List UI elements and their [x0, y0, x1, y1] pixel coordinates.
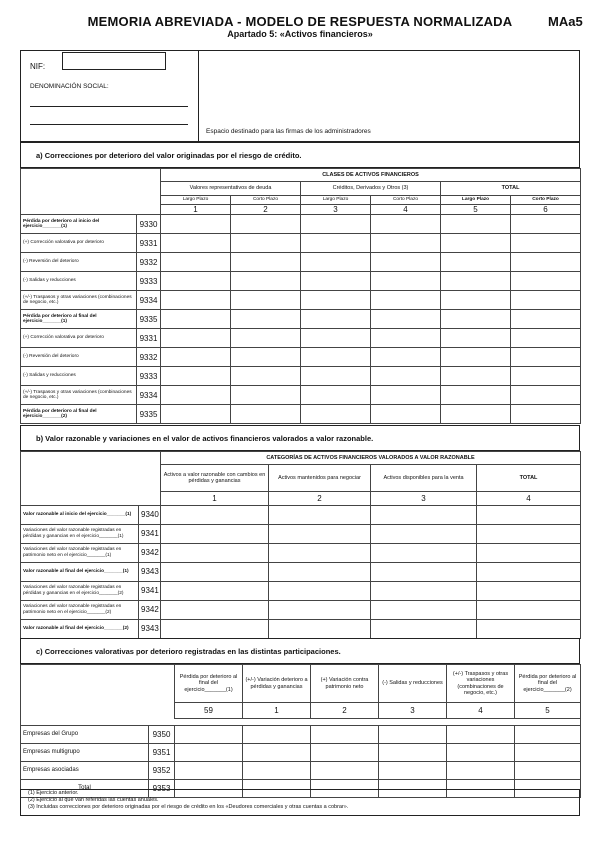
- section-a-subcol-1: Largo Plazo: [161, 196, 231, 205]
- row-code: 9331: [137, 329, 161, 348]
- data-cell[interactable]: [301, 386, 371, 405]
- form-title: MEMORIA ABREVIADA - MODELO DE RESPUESTA NORMALIZADA: [87, 14, 513, 29]
- data-cell[interactable]: [515, 762, 581, 780]
- data-cell[interactable]: [441, 215, 511, 234]
- row-label: Pérdida por deterioro al inicio del ejercicio_______(1): [21, 215, 137, 234]
- section-a-colgroup-1: Valores representativos de deuda: [161, 182, 301, 196]
- row-label: Total: [21, 780, 149, 798]
- section-a-subcol-6: Corto Plazo: [511, 196, 581, 205]
- section-c-col-3: (+) Variación contra patrimonio neto: [311, 665, 379, 703]
- table-row: [21, 291, 581, 310]
- data-cell[interactable]: [477, 582, 581, 601]
- row-code: 9332: [137, 348, 161, 367]
- row-code: 9332: [137, 253, 161, 272]
- data-cell[interactable]: [301, 272, 371, 291]
- data-cell[interactable]: [379, 762, 447, 780]
- data-cell[interactable]: [441, 329, 511, 348]
- table-row: [21, 582, 581, 601]
- data-cell[interactable]: [269, 544, 371, 563]
- row-code: 9333: [137, 367, 161, 386]
- section-c-col-1: Pérdida por deterioro al final del ejercicio_______(1): [175, 665, 243, 703]
- section-b-group-header: CATEGORÍAS DE ACTIVOS FINANCIEROS VALORADOS A VALOR RAZONABLE: [161, 452, 581, 465]
- data-cell[interactable]: [371, 348, 441, 367]
- denominacion-line-1[interactable]: [30, 106, 188, 107]
- table-row: [21, 367, 581, 386]
- row-label: (+/-) Traspasos y otras variaciones (combinaciones de negocio, etc.): [21, 386, 137, 405]
- nif-field[interactable]: [62, 52, 166, 70]
- section-a-subcol-2: Corto Plazo: [231, 196, 301, 205]
- data-cell[interactable]: [371, 215, 441, 234]
- row-label: (-) Reversión del deterioro: [21, 348, 137, 367]
- data-cell[interactable]: [441, 272, 511, 291]
- data-cell[interactable]: [301, 367, 371, 386]
- section-a-colnum-6: 6: [511, 205, 581, 215]
- table-row: [21, 272, 581, 291]
- section-a-subcol-4: Corto Plazo: [371, 196, 441, 205]
- section-a-colnum-5: 5: [441, 205, 511, 215]
- section-a-subcol-3: Largo Plazo: [301, 196, 371, 205]
- data-cell[interactable]: [301, 348, 371, 367]
- row-label: (-) Salidas y reducciones: [21, 367, 137, 386]
- row-label: Empresas multigrupo: [21, 744, 149, 762]
- row-code: 9330: [137, 215, 161, 234]
- data-cell[interactable]: [243, 744, 311, 762]
- data-cell[interactable]: [371, 291, 441, 310]
- data-cell[interactable]: [301, 329, 371, 348]
- data-cell[interactable]: [175, 762, 243, 780]
- data-cell[interactable]: [161, 367, 231, 386]
- row-label: Variaciones del valor razonable registradas en pérdidas y ganancias en el ejercicio_______(1): [21, 525, 139, 544]
- data-cell[interactable]: [379, 744, 447, 762]
- data-cell[interactable]: [311, 762, 379, 780]
- data-cell[interactable]: [371, 253, 441, 272]
- data-cell[interactable]: [441, 310, 511, 329]
- data-cell[interactable]: [161, 563, 269, 582]
- data-cell[interactable]: [161, 310, 231, 329]
- data-cell[interactable]: [161, 234, 231, 253]
- data-cell[interactable]: [511, 329, 581, 348]
- table-row: [21, 386, 581, 405]
- section-a-colgroup-2: Créditos, Derivados y Otros (3): [301, 182, 441, 196]
- data-cell[interactable]: [231, 405, 301, 424]
- section-c-colnum-4: 3: [379, 703, 447, 719]
- identification-divider: [198, 50, 199, 142]
- data-cell[interactable]: [511, 386, 581, 405]
- data-cell[interactable]: [371, 506, 477, 525]
- data-cell[interactable]: [231, 329, 301, 348]
- data-cell[interactable]: [441, 234, 511, 253]
- row-code: 9335: [137, 310, 161, 329]
- data-cell[interactable]: [161, 386, 231, 405]
- section-a-title: a) Correcciones por deterioro del valor originadas por el riesgo de crédito.: [36, 151, 302, 160]
- row-code: 9342: [139, 544, 161, 563]
- data-cell[interactable]: [301, 405, 371, 424]
- row-label: Pérdida por deterioro al final del ejercicio_______(2): [21, 405, 137, 424]
- data-cell[interactable]: [231, 215, 301, 234]
- data-cell[interactable]: [511, 272, 581, 291]
- row-code: 9335: [137, 405, 161, 424]
- data-cell[interactable]: [371, 563, 477, 582]
- row-code: 9343: [139, 563, 161, 582]
- section-a-colnum-4: 4: [371, 205, 441, 215]
- row-code: 9342: [139, 601, 161, 620]
- row-label: Empresas asociadas: [21, 762, 149, 780]
- data-cell[interactable]: [269, 506, 371, 525]
- data-cell[interactable]: [371, 310, 441, 329]
- data-cell[interactable]: [301, 310, 371, 329]
- section-b-colnum-2: 2: [269, 492, 371, 506]
- section-c-col-5: (+/-) Traspasos y otras variaciones (combinaciones de negocio, etc.): [447, 665, 515, 703]
- data-cell[interactable]: [477, 563, 581, 582]
- row-label: Valor razonable al final del ejercicio_______(1): [21, 563, 139, 582]
- table-row: [21, 544, 581, 563]
- data-cell[interactable]: [511, 310, 581, 329]
- data-cell[interactable]: [243, 726, 311, 744]
- data-cell[interactable]: [371, 582, 477, 601]
- section-c-col-6: Pérdida por deterioro al final del ejercicio_______(2): [515, 665, 581, 703]
- section-b-colnum-3: 3: [371, 492, 477, 506]
- data-cell[interactable]: [231, 291, 301, 310]
- data-cell[interactable]: [371, 525, 477, 544]
- data-cell[interactable]: [371, 544, 477, 563]
- data-cell[interactable]: [161, 348, 231, 367]
- table-row: [21, 620, 581, 639]
- data-cell[interactable]: [371, 272, 441, 291]
- data-cell[interactable]: [441, 386, 511, 405]
- table-row: [21, 744, 581, 762]
- firmas-label: Espacio destinado para las firmas de los administradores: [206, 128, 371, 135]
- table-row: [21, 348, 581, 367]
- section-b-col-2: Activos mantenidos para negociar: [269, 465, 371, 492]
- section-b-title: b) Valor razonable y variaciones en el valor de activos financieros valorados a valor razonable.: [36, 434, 374, 443]
- data-cell[interactable]: [231, 367, 301, 386]
- row-code: 9333: [137, 272, 161, 291]
- data-cell[interactable]: [231, 253, 301, 272]
- data-cell[interactable]: [441, 291, 511, 310]
- data-cell[interactable]: [269, 620, 371, 639]
- table-row: [21, 525, 581, 544]
- data-cell[interactable]: [161, 405, 231, 424]
- form-subtitle: Apartado 5: «Activos financieros»: [227, 29, 373, 39]
- data-cell[interactable]: [161, 253, 231, 272]
- data-cell[interactable]: [311, 726, 379, 744]
- section-a-colgroup-3: TOTAL: [441, 182, 581, 196]
- data-cell[interactable]: [477, 544, 581, 563]
- row-label: Valor razonable al inicio del ejercicio_______(1): [21, 506, 139, 525]
- row-label: Pérdida por deterioro al final del ejercicio_______(1): [21, 310, 137, 329]
- nif-label: NIF:: [30, 62, 46, 71]
- table-row: [21, 762, 581, 780]
- row-code: 9352: [149, 762, 175, 780]
- data-cell[interactable]: [231, 234, 301, 253]
- data-cell[interactable]: [161, 601, 269, 620]
- data-cell[interactable]: [301, 215, 371, 234]
- data-cell[interactable]: [477, 620, 581, 639]
- data-cell[interactable]: [477, 525, 581, 544]
- data-cell[interactable]: [477, 506, 581, 525]
- section-c-colnum-1: 59: [175, 703, 243, 719]
- footnote-3: (3) Incluidas correcciones por deterioro originadas por el riesgo de crédito en los «Deudores comerciales y otras cuentas a cobrar».: [28, 803, 349, 810]
- section-c-table: [20, 664, 581, 798]
- denominacion-label: DENOMINACIÓN SOCIAL:: [30, 83, 109, 90]
- data-cell[interactable]: [441, 367, 511, 386]
- data-cell[interactable]: [311, 744, 379, 762]
- section-a-colnum-1: 1: [161, 205, 231, 215]
- data-cell[interactable]: [301, 253, 371, 272]
- data-cell[interactable]: [447, 726, 515, 744]
- data-cell[interactable]: [511, 253, 581, 272]
- data-cell[interactable]: [511, 348, 581, 367]
- data-cell[interactable]: [231, 386, 301, 405]
- section-b-col-1: Activos a valor razonable con cambios en pérdidas y ganancias: [161, 465, 269, 492]
- data-cell[interactable]: [515, 744, 581, 762]
- data-cell[interactable]: [175, 744, 243, 762]
- data-cell[interactable]: [447, 762, 515, 780]
- data-cell[interactable]: [371, 405, 441, 424]
- data-cell[interactable]: [161, 329, 231, 348]
- data-cell[interactable]: [511, 405, 581, 424]
- data-cell[interactable]: [441, 253, 511, 272]
- data-cell[interactable]: [243, 762, 311, 780]
- section-b-table: [20, 451, 581, 639]
- data-cell[interactable]: [161, 620, 269, 639]
- section-c-col-4: (-) Salidas y reducciones: [379, 665, 447, 703]
- row-label: (+) Corrección valorativa por deterioro: [21, 329, 137, 348]
- section-c-colnum-2: 1: [243, 703, 311, 719]
- data-cell[interactable]: [231, 348, 301, 367]
- row-code: 9350: [149, 726, 175, 744]
- data-cell[interactable]: [371, 601, 477, 620]
- footnotes: [28, 790, 578, 811]
- row-label: (+/-) Traspasos y otras variaciones (combinaciones de negocio, etc.): [21, 291, 137, 310]
- data-cell[interactable]: [511, 234, 581, 253]
- data-cell[interactable]: [269, 582, 371, 601]
- row-label: Variaciones del valor razonable registradas en patrimonio neto en el ejercicio_______(2): [21, 601, 139, 620]
- section-c-colnum-3: 2: [311, 703, 379, 719]
- data-cell[interactable]: [269, 525, 371, 544]
- data-cell[interactable]: [511, 215, 581, 234]
- table-row: [21, 310, 581, 329]
- row-code: 9351: [149, 744, 175, 762]
- data-cell[interactable]: [477, 601, 581, 620]
- table-row: [21, 253, 581, 272]
- data-cell[interactable]: [371, 386, 441, 405]
- row-code: 9340: [139, 506, 161, 525]
- data-cell[interactable]: [511, 367, 581, 386]
- row-code: 9341: [139, 525, 161, 544]
- table-row: [21, 506, 581, 525]
- row-code: 9331: [137, 234, 161, 253]
- data-cell[interactable]: [447, 744, 515, 762]
- row-code: 9343: [139, 620, 161, 639]
- data-cell[interactable]: [161, 215, 231, 234]
- row-label: (-) Reversión del deterioro: [21, 253, 137, 272]
- data-cell[interactable]: [161, 544, 269, 563]
- table-row: [21, 329, 581, 348]
- data-cell[interactable]: [301, 234, 371, 253]
- data-cell[interactable]: [515, 726, 581, 744]
- section-c-title: c) Correcciones valorativas por deterioro registradas en las distintas participaciones.: [36, 647, 341, 656]
- section-a-subcol-5: Largo Plazo: [441, 196, 511, 205]
- data-cell[interactable]: [269, 601, 371, 620]
- data-cell[interactable]: [161, 506, 269, 525]
- row-label: (+) Corrección valorativa por deterioro: [21, 234, 137, 253]
- data-cell[interactable]: [269, 563, 371, 582]
- section-a-group-header: CLASES DE ACTIVOS FINANCIEROS: [161, 169, 581, 182]
- footnote-1: (1) Ejercicio anterior.: [28, 790, 79, 796]
- row-label: Valor razonable al final del ejercicio_______(2): [21, 620, 139, 639]
- table-row: [21, 563, 581, 582]
- row-label: Variaciones del valor razonable registradas en pérdidas y ganancias en el ejercicio_______(2): [21, 582, 139, 601]
- table-row: [21, 601, 581, 620]
- data-cell[interactable]: [371, 367, 441, 386]
- table-row: [21, 215, 581, 234]
- row-code: 9341: [139, 582, 161, 601]
- footnote-2: (2) Ejercicio al que van referidas las cuentas anuales.: [28, 796, 159, 803]
- table-row: [21, 726, 581, 744]
- row-code: 9353: [149, 780, 175, 798]
- data-cell[interactable]: [161, 272, 231, 291]
- section-c-colnum-5: 4: [447, 703, 515, 719]
- row-label: Variaciones del valor razonable registradas en patrimonio neto en el ejercicio_______(1): [21, 544, 139, 563]
- row-code: 9334: [137, 291, 161, 310]
- data-cell[interactable]: [161, 525, 269, 544]
- data-cell[interactable]: [231, 310, 301, 329]
- section-b-col-3: Activos disponibles para la venta: [371, 465, 477, 492]
- denominacion-line-2[interactable]: [30, 124, 188, 125]
- section-a-table: [20, 168, 581, 424]
- row-code: 9334: [137, 386, 161, 405]
- section-a-colnum-3: 3: [301, 205, 371, 215]
- data-cell[interactable]: [379, 726, 447, 744]
- data-cell[interactable]: [441, 405, 511, 424]
- section-c-colnum-6: 5: [515, 703, 581, 719]
- table-row: [21, 405, 581, 424]
- data-cell[interactable]: [161, 291, 231, 310]
- table-row: [21, 234, 581, 253]
- data-cell[interactable]: [301, 291, 371, 310]
- data-cell[interactable]: [231, 272, 301, 291]
- data-cell[interactable]: [511, 291, 581, 310]
- data-cell[interactable]: [371, 234, 441, 253]
- data-cell[interactable]: [441, 348, 511, 367]
- section-b-colnum-1: 1: [161, 492, 269, 506]
- data-cell[interactable]: [161, 582, 269, 601]
- data-cell[interactable]: [371, 620, 477, 639]
- form-code: MAa5: [548, 14, 583, 29]
- data-cell[interactable]: [175, 726, 243, 744]
- section-a-colnum-2: 2: [231, 205, 301, 215]
- row-label: Empresas del Grupo: [21, 726, 149, 744]
- row-label: (-) Salidas y reducciones: [21, 272, 137, 291]
- section-c-col-2: (+/-) Variación deterioro a pérdidas y ganancias: [243, 665, 311, 703]
- data-cell[interactable]: [371, 329, 441, 348]
- section-b-col-4: TOTAL: [477, 465, 581, 492]
- section-b-colnum-4: 4: [477, 492, 581, 506]
